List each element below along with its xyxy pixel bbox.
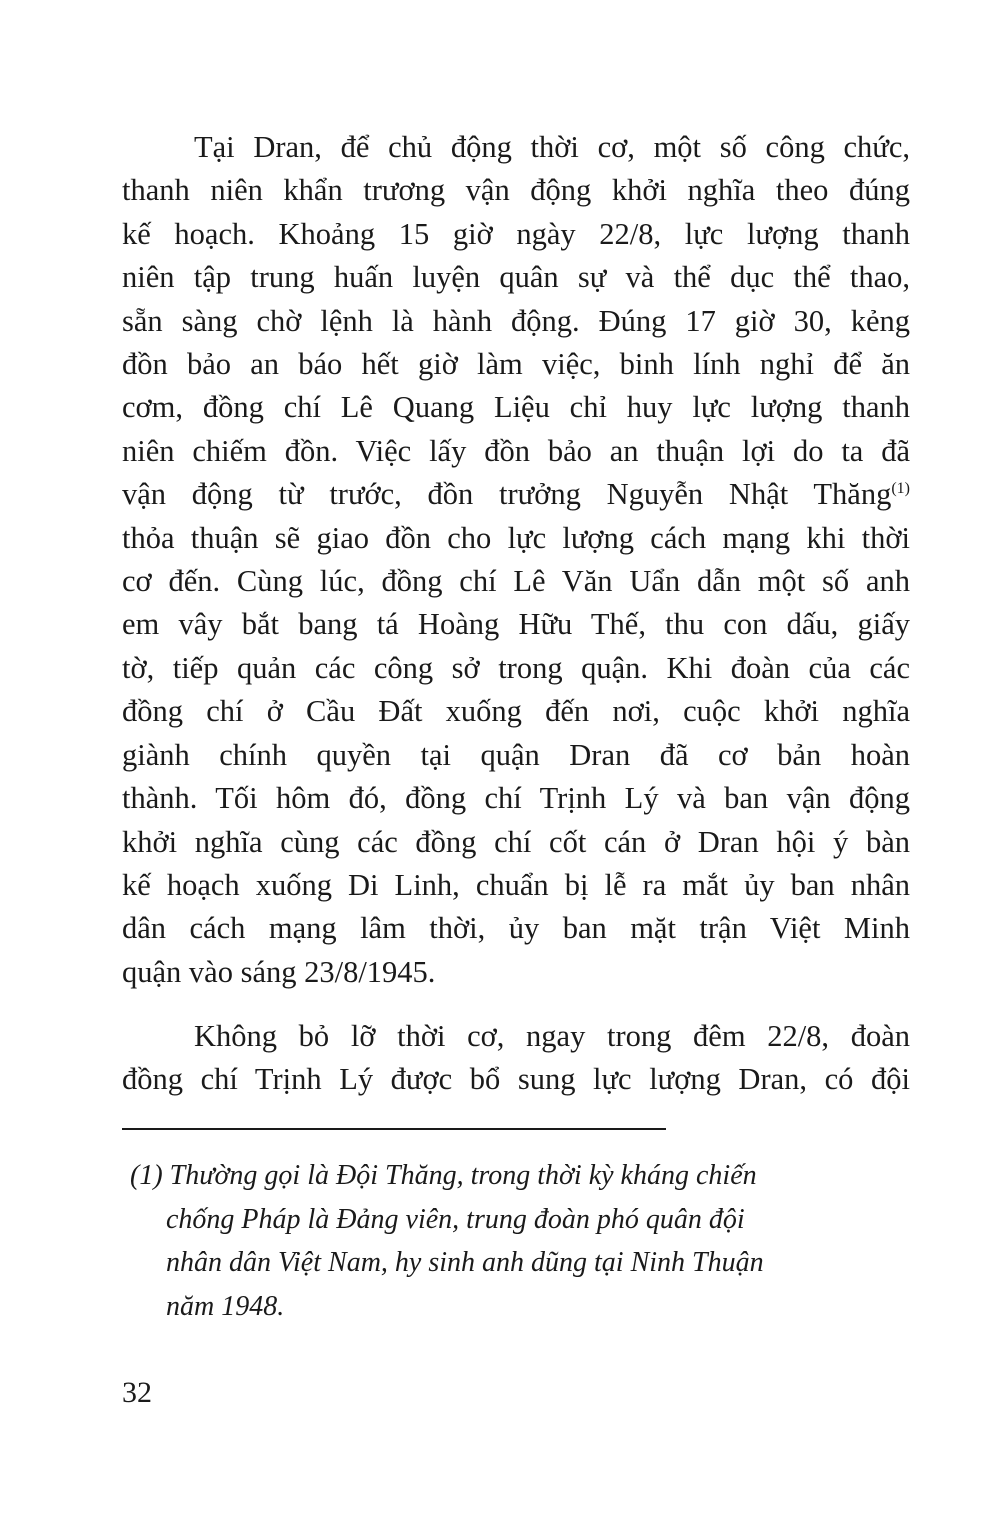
paragraph-line: quận vào sáng 23/8/1945.	[122, 954, 436, 989]
footnote-line: (1) Thường gọi là Đội Thăng, trong thời kỳ kháng chiến	[130, 1160, 757, 1191]
paragraph-line-text: vận động từ trước, đồn trưởng Nguyễn Nhật Thăng	[122, 477, 892, 512]
footnote	[130, 1154, 900, 1328]
paragraph-line: cơ đến. Cùng lúc, đồng chí Lê Văn Uẩn dẫn một số anh	[122, 564, 910, 599]
paragraph-line-with-footnote	[122, 473, 910, 516]
page-number: 32	[122, 1376, 152, 1409]
paragraph-line: sẵn sàng chờ lệnh là hành động. Đúng 17 giờ 30, kẻng	[122, 303, 910, 338]
paragraph-line: kế hoạch. Khoảng 15 giờ ngày 22/8, lực lượng thanh	[122, 216, 910, 251]
paragraph-line: cơm, đồng chí Lê Quang Liệu chỉ huy lực lượng thanh	[122, 390, 910, 425]
paragraph-line: thành. Tối hôm đó, đồng chí Trịnh Lý và ban vận động	[122, 781, 910, 816]
paragraph-line: thỏa thuận sẽ giao đồn cho lực lượng cách mạng khi thời	[122, 520, 910, 555]
footnote-reference: (1)	[891, 480, 910, 498]
paragraph-1	[122, 126, 910, 994]
paragraph-line: khởi nghĩa cùng các đồng chí cốt cán ở Dran hội ý bàn	[122, 824, 910, 859]
paragraph-line: kế hoạch xuống Di Linh, chuẩn bị lễ ra mắt ủy ban nhân	[122, 867, 910, 902]
paragraph-line: em vây bắt bang tá Hoàng Hữu Thế, thu con dấu, giấy	[122, 607, 910, 642]
paragraph-line: niên chiếm đồn. Việc lấy đồn bảo an thuận lợi do ta đã	[122, 433, 910, 468]
paragraph-line: thanh niên khẩn trương vận động khởi nghĩa theo đúng	[122, 173, 910, 208]
paragraph-line: đồng chí Trịnh Lý được bổ sung lực lượng Dran, có đội	[122, 1062, 910, 1097]
footnote-separator	[122, 1128, 666, 1130]
paragraph-line: đồng chí ở Cầu Đất xuống đến nơi, cuộc khởi nghĩa	[122, 694, 910, 729]
paragraph-line: giành chính quyền tại quận Dran đã cơ bản hoàn	[122, 737, 910, 772]
paragraph-2	[122, 1015, 910, 1102]
paragraph-line: tờ, tiếp quản các công sở trong quận. Khi đoàn của các	[122, 650, 910, 685]
footnote-line: năm 1948.	[166, 1290, 285, 1322]
paragraph-line: Không bỏ lỡ thời cơ, ngay trong đêm 22/8, đoàn	[194, 1019, 910, 1053]
paragraph-line: niên tập trung huấn luyện quân sự và thể dục thể thao,	[122, 260, 910, 295]
paragraph-line: đồn bảo an báo hết giờ làm việc, binh lính nghỉ để ăn	[122, 347, 910, 382]
footnote-line: chống Pháp là Đảng viên, trung đoàn phó quân đội	[166, 1203, 745, 1235]
footnote-line: nhân dân Việt Nam, hy sinh anh dũng tại Ninh Thuận	[166, 1247, 764, 1278]
paragraph-line: dân cách mạng lâm thời, ủy ban mặt trận Việt Minh	[122, 911, 910, 946]
paragraph-line: Tại Dran, để chủ động thời cơ, một số công chức,	[194, 130, 910, 164]
